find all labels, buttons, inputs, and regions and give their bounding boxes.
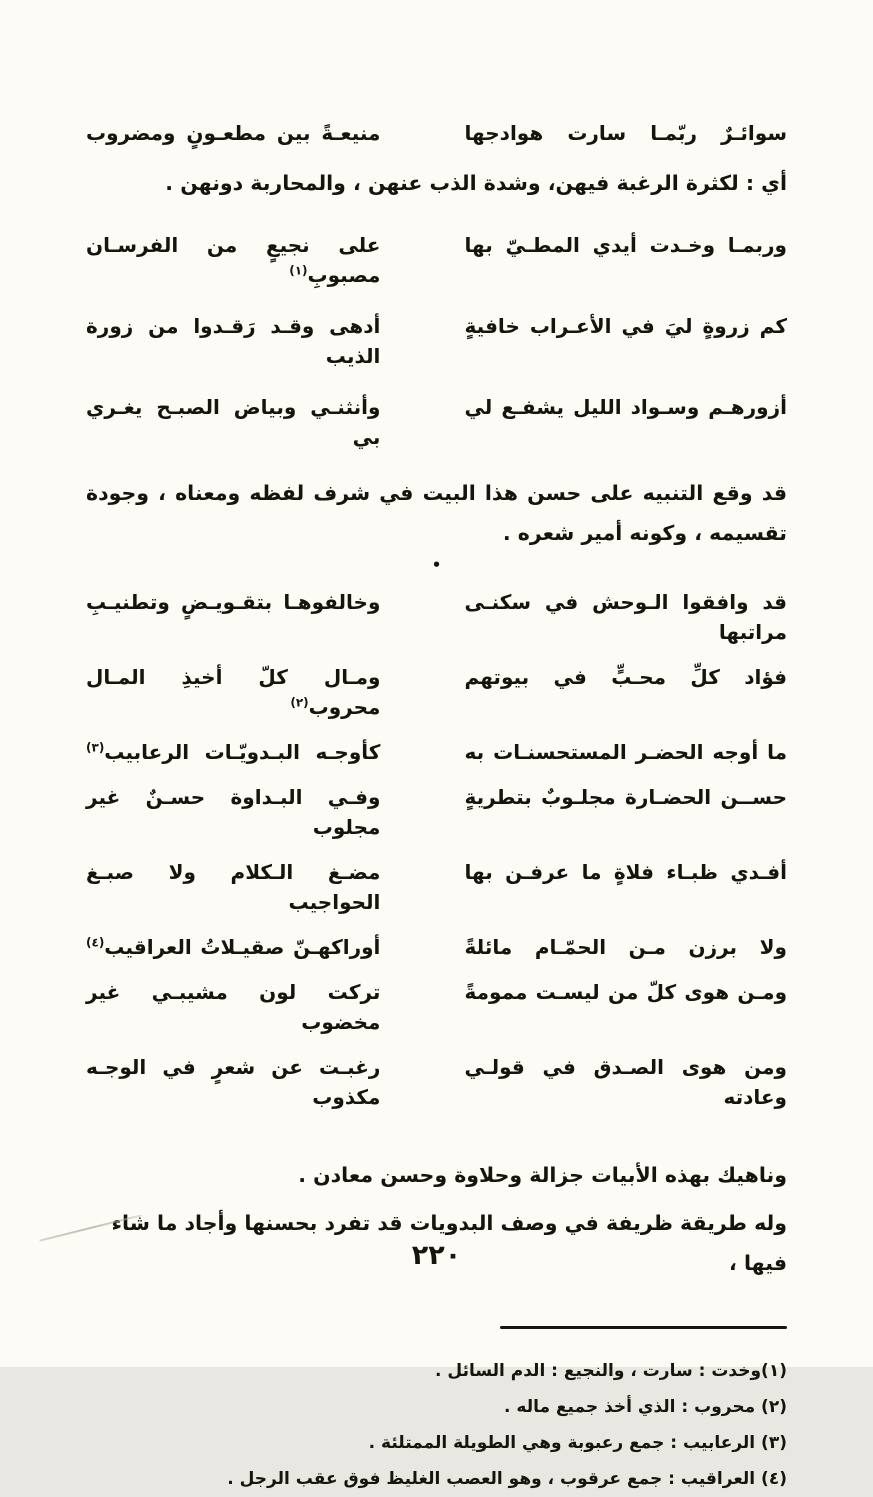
footnote-item: (٣) الرعابيب : جمع رعبوبة وهي الطويلة الممتلئة . — [368, 1433, 787, 1454]
hemistich-text: أوراكهـنّ صقيـلاتُ العراقيب — [104, 934, 381, 959]
commentary-paragraph: وناهيك بهذه الأبيات جزالة وحلاوة وحسن معادن . — [298, 1162, 787, 1187]
hemistich-right: ولا برزن مـن الحمّـام مائلةً — [464, 934, 787, 959]
poem-section-2 — [86, 230, 787, 452]
hemistich-text: وخالفوهـا بتقـويـضٍ وتطنيـبِ — [86, 589, 381, 614]
hemistich-text: منيعـةً بين مطعـونٍ ومضروب — [86, 121, 381, 145]
footnote-item: (١)وخدت : سارت ، والنجيع : الدم السائل . — [435, 1361, 787, 1382]
page-number: ٢٢٠ — [411, 1240, 462, 1271]
hemistich-text: كأوجـه البـدويّـات الرعابيب — [104, 739, 381, 764]
hemistich-left — [86, 977, 380, 1037]
verse-row — [86, 392, 787, 452]
verse-row — [86, 1052, 787, 1112]
hemistich-text: رغبـت عن شعرٍ في الوجـه مكذوب — [86, 1054, 381, 1109]
hemistich-left — [86, 662, 380, 722]
hemistich-right: أزورهـم وسـواد الليل يشفـع لي — [464, 394, 787, 419]
hemistich-left — [86, 1052, 380, 1112]
footnote-marker: (٤) — [86, 935, 105, 950]
hemistich-right: حســن الحضـارة مجلـوبٌ بتطريةٍ — [464, 784, 787, 809]
verse-row — [86, 662, 787, 722]
verse-row — [86, 977, 787, 1037]
poem-section-3 — [86, 587, 787, 1112]
hemistich-right: كم زروةٍ ليَ في الأعـراب خافيةٍ — [464, 313, 787, 338]
hemistich-left — [86, 392, 380, 452]
commentary-paragraph: أي : لكثرة الرغبة فيهن، وشدة الذب عنهن ، والمحاربة دونهن . — [165, 171, 787, 195]
poem-section-1 — [86, 118, 787, 148]
hemistich-left — [86, 311, 380, 371]
verse-row — [86, 311, 787, 371]
hemistich-left — [86, 118, 380, 148]
hemistich-right: ومن هوى الصـدق في قولـي وعادته — [464, 1054, 787, 1109]
hemistich-left — [86, 782, 380, 842]
footnote-item: (٢) محروب : الذي أخذ جميع ماله . — [504, 1397, 787, 1418]
footnote-marker: (٢) — [290, 695, 309, 710]
section-divider-mark: • — [431, 555, 442, 574]
verse-row — [86, 118, 787, 148]
verse-row — [86, 932, 787, 962]
hemistich-left — [86, 932, 380, 962]
hemistich-text: أدهى وقـد رَقـدوا من زورة الذيب — [86, 313, 381, 368]
hemistich-left — [86, 737, 380, 767]
hemistich-text: مضـغ الـكلام ولا صبـغ الحواجيب — [86, 859, 381, 914]
hemistich-text: على نجيعٍ من الفرسـان مصبوبِ — [86, 232, 381, 287]
hemistich-right: ومـن هوى كلّ من ليسـت ممومةً — [464, 979, 787, 1004]
verse-row — [86, 782, 787, 842]
hemistich-right: سوائـرٌ ربّمـا سارت هوادجها — [464, 121, 787, 145]
verse-row — [86, 737, 787, 767]
hemistich-left — [86, 230, 380, 290]
commentary-paragraph: قد وقع التنبيه على حسن هذا البيت في شرف لفظه ومعناه ، وجودة تقسيمه ، وكونه أمير شعره . — [86, 480, 787, 545]
verse-row — [86, 230, 787, 290]
hemistich-right: أفـدي ظبـاء فلاةٍ ما عرفـن بها — [464, 859, 787, 884]
hemistich-right: فؤاد كلِّ محـبٍّ في بيوتهم — [464, 664, 787, 689]
footnote-item: (٤) العراقيب : جمع عرقوب ، وهو العصب الغليظ فوق عقب الرجل . — [227, 1469, 787, 1490]
footnote-separator — [500, 1326, 787, 1330]
verse-row — [86, 857, 787, 917]
hemistich-left — [86, 857, 380, 917]
hemistich-right: وربمـا وخـدت أيدي المطـيّ بها — [464, 232, 787, 257]
footnote-marker: (٣) — [86, 740, 105, 755]
hemistich-right: قد وافقوا الـوحش في سكنـى مراتبها — [464, 589, 787, 644]
verse-row — [86, 587, 787, 647]
hemistich-left — [86, 587, 380, 617]
hemistich-right: ما أوجه الحضـر المستحسنـات به — [464, 739, 787, 764]
hemistich-text: وفـي البـداوة حسـنٌ غير مجلوب — [86, 784, 381, 839]
hemistich-text: ومـال كلّ أخيذِ المـال محروب — [86, 664, 381, 719]
commentary-paragraph: وله طريقة ظريفة في وصف البدويات قد تفرد بحسنها وأجاد ما شاء فيها ، — [111, 1210, 787, 1275]
footnotes-block — [86, 1353, 787, 1497]
hemistich-text: وأنثنـي وبياض الصبـح يغـري بي — [86, 394, 381, 449]
footnote-marker: (١) — [289, 263, 308, 278]
hemistich-text: تركت لون مشيبـي غير مخضوب — [86, 979, 381, 1034]
